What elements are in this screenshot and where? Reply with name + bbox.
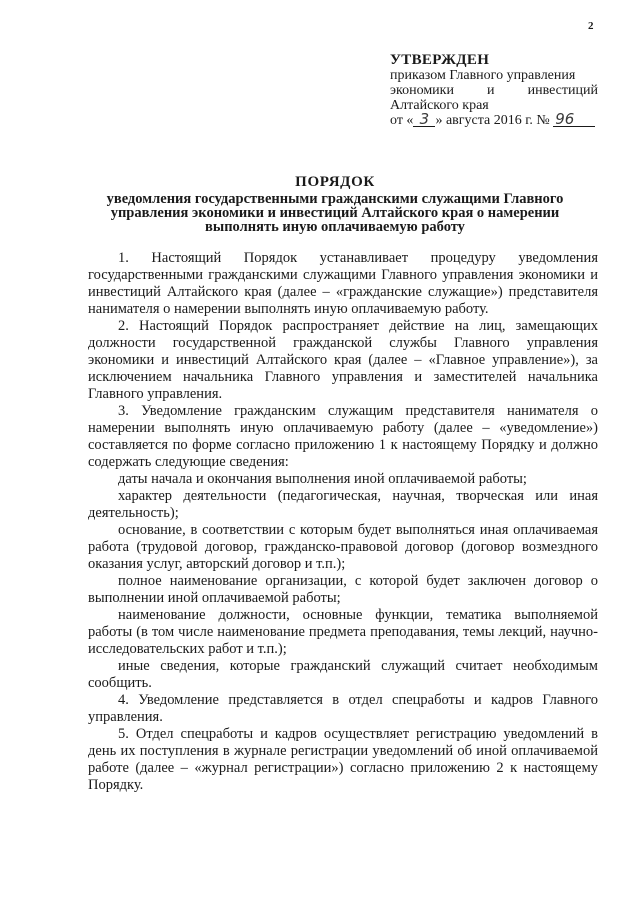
- approval-date-line: [390, 110, 598, 128]
- handwritten-day: 3: [413, 113, 435, 127]
- paragraph-5: 5. Отдел спецработы и кадров осуществляет регистрацию уведомлений в день их поступления в журнале регистрации уведомлений об иной оплачиваемой работе (далее – «журнал регистрации») согласно приложению 2 к настоящему Порядку.: [88, 726, 598, 793]
- list-item-activity-type: характер деятельности (педагогическая, научная, творческая или иная деятельность);: [88, 488, 598, 521]
- paragraph-4: 4. Уведомление представляется в отдел спецработы и кадров Главного управления.: [88, 692, 598, 725]
- approval-line-1: приказом Главного управления: [390, 68, 576, 83]
- list-item-dates: даты начала и окончания выполнения иной оплачиваемой работы;: [118, 471, 527, 487]
- document-title: ПОРЯДОК: [295, 174, 375, 190]
- list-item-organization: полное наименование организации, с которой будет заключен договор о выполнении иной оплачиваемой работы;: [88, 573, 598, 606]
- list-item-basis: основание, в соответствии с которым будет выполняться иная оплачиваемая работа (трудовой договор, гражданско-правовой договор (договор возмездного оказания услуг, авторский договор и т.п.);: [88, 522, 598, 572]
- paragraph-3: 3. Уведомление гражданским служащим представителя нанимателя о намерении выполнять иную оплачиваемую работу (далее – «уведомление») составляется по форме согласно приложению 1 к настоящему Порядку и должно содержать следующие сведения:: [88, 403, 598, 470]
- approval-stamp: [390, 52, 598, 128]
- document-title-block: [75, 174, 595, 234]
- list-item-other-info: иные сведения, которые гражданский служащий считает необходимым сообщить.: [88, 658, 598, 691]
- document-body: [88, 250, 598, 794]
- approval-heading: УТВЕРЖДЕН: [390, 52, 490, 68]
- approval-line-3: Алтайского края: [390, 98, 489, 113]
- paragraph-1: 1. Настоящий Порядок устанавливает процедуру уведомления государственными гражданскими служащими Главного управления экономики и инвестиций Алтайского края (далее – «гражданские служащие») представителя нанимателя о намерении выполнять иную оплачиваемую работу.: [88, 250, 598, 317]
- approval-line-2: [390, 83, 598, 98]
- page-number: 2: [588, 20, 594, 32]
- list-item-position: наименование должности, основные функции, тематика выполняемой работы (в том числе наименование предмета преподавания, темы лекций, научно-исследовательских работ и т.п.);: [88, 607, 598, 657]
- approval-line-2-word-3: инвестиций: [527, 83, 598, 98]
- approval-line-2-word-1: экономики: [390, 83, 454, 98]
- approval-date-prefix: от «: [390, 113, 414, 128]
- handwritten-order-number: 96: [553, 113, 595, 127]
- approval-date-middle: » августа 2016 г. №: [435, 113, 550, 128]
- document-subtitle: уведомления государственными гражданскими служащими Главного управления экономики и инвестиций Алтайского края о намерении выполнять иную оплачиваемую работу: [106, 191, 564, 235]
- paragraph-2: 2. Настоящий Порядок распространяет действие на лиц, замещающих должности государственной гражданской службы Главного управления экономики и инвестиций Алтайского края (далее – «Главное управление»), за исключением начальника Главного управления и заместителей начальника Главного управления.: [88, 318, 598, 402]
- approval-line-2-word-2: и: [487, 83, 495, 98]
